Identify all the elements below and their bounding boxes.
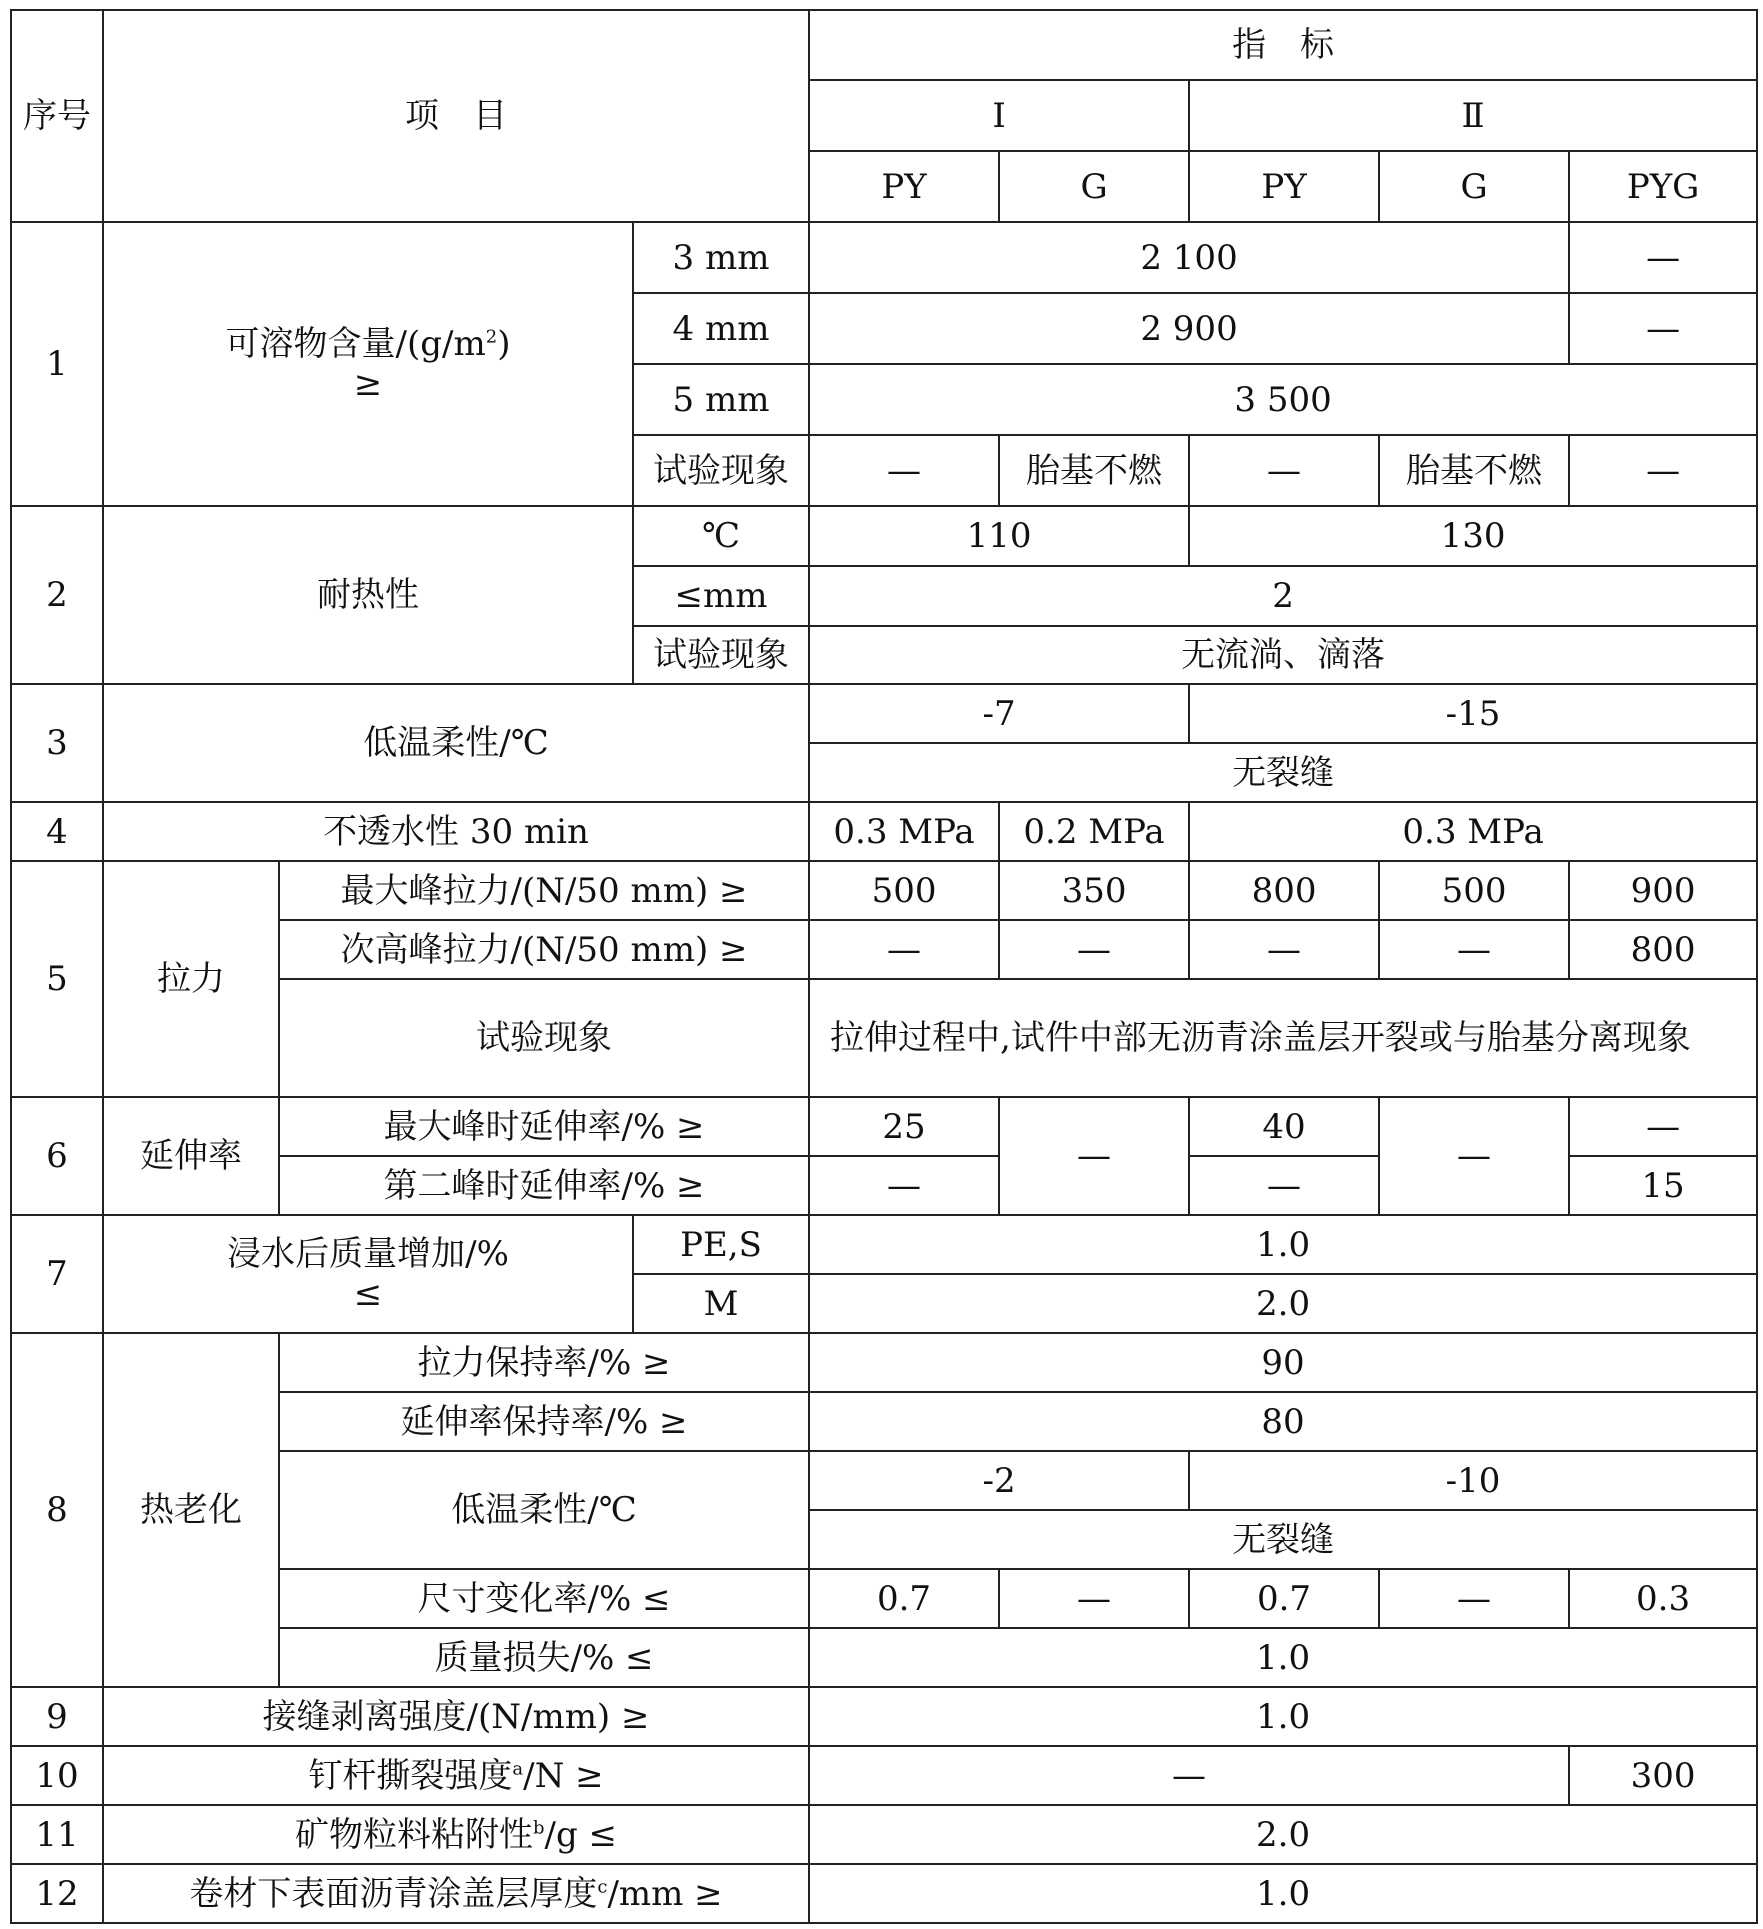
- row5-max-val: 800: [1189, 861, 1379, 920]
- row6-max-label: 最大峰时延伸率/% ≥: [279, 1097, 809, 1156]
- row5-group: 拉力: [103, 861, 279, 1097]
- row7-sign: ≤: [353, 1274, 383, 1314]
- row11-num: 11: [11, 1805, 103, 1864]
- row6-max-i-py: 25: [809, 1097, 999, 1156]
- row8-num: 8: [11, 1333, 103, 1687]
- row1-thick-5: 5 mm: [633, 364, 809, 435]
- row2-mm-val: 2: [809, 566, 1757, 626]
- row1-num: 1: [11, 222, 103, 506]
- row8-mass-val: 1.0: [809, 1628, 1757, 1687]
- row10-name-end: /N ≥: [523, 1755, 604, 1796]
- row12-name-sup: c: [597, 1876, 608, 1898]
- row7-pe-s-val: 1.0: [809, 1215, 1757, 1274]
- row1-val-4: 2 900: [809, 293, 1569, 364]
- row8-elong-val: 80: [809, 1392, 1757, 1451]
- row10-val: —: [809, 1746, 1569, 1805]
- row2-name: 耐热性: [103, 506, 633, 684]
- row5-num: 5: [11, 861, 103, 1097]
- row1-val-3-pyg: —: [1569, 222, 1757, 293]
- row1-val-5: 3 500: [809, 364, 1757, 435]
- row6-second-label: 第二峰时延伸率/% ≥: [279, 1156, 809, 1215]
- row2-c-i: 110: [809, 506, 1189, 566]
- row1-test-i-g: 胎基不燃: [999, 435, 1189, 506]
- row8-cold-ii: -10: [1189, 1451, 1757, 1510]
- row6-sec-pyg: 15: [1569, 1156, 1757, 1215]
- row5-sec-val: 800: [1569, 920, 1757, 979]
- row8-dim-label: 尺寸变化率/% ≤: [279, 1569, 809, 1628]
- row2-unit-c: ℃: [633, 506, 809, 566]
- row5-max-val: 900: [1569, 861, 1757, 920]
- row2-num: 2: [11, 506, 103, 684]
- row2-unit-mm: ≤mm: [633, 566, 809, 626]
- row12-num: 12: [11, 1864, 103, 1923]
- header-seq: 序号: [11, 10, 103, 222]
- row1-test-ii-py: —: [1189, 435, 1379, 506]
- row2-c-ii: 130: [1189, 506, 1757, 566]
- row8-elong-label: 延伸率保持率/% ≥: [279, 1392, 809, 1451]
- header-ii-pyg: PYG: [1569, 151, 1757, 222]
- row12-name-end: /mm ≥: [607, 1873, 723, 1914]
- header-item: 项 目: [103, 10, 809, 222]
- row6-i-g: —: [999, 1097, 1189, 1215]
- row11-name-end: /g ≤: [544, 1814, 618, 1855]
- row5-max-val: 500: [809, 861, 999, 920]
- row2-test-val: 无流淌、滴落: [809, 626, 1757, 684]
- row1-test-ii-g: 胎基不燃: [1379, 435, 1569, 506]
- row1-name-text: 可溶物含量/(g/m: [225, 324, 486, 364]
- row7-m-val: 2.0: [809, 1274, 1757, 1333]
- row5-test-val: 拉伸过程中,试件中部无沥青涂盖层开裂或与胎基分离现象: [809, 979, 1757, 1097]
- row1-thick-4: 4 mm: [633, 293, 809, 364]
- row1-val-3: 2 100: [809, 222, 1569, 293]
- row12-name: [103, 1864, 809, 1923]
- row6-sec-ii-py: —: [1189, 1156, 1379, 1215]
- row12-name-text: 卷材下表面沥青涂盖层厚度: [189, 1873, 598, 1914]
- row10-name-text: 钉杆撕裂强度: [308, 1755, 513, 1796]
- row5-test-label: 试验现象: [279, 979, 809, 1097]
- row8-tension-label: 拉力保持率/% ≥: [279, 1333, 809, 1392]
- row7-name: [103, 1215, 633, 1333]
- row3-result: 无裂缝: [809, 743, 1757, 802]
- row10-num: 10: [11, 1746, 103, 1805]
- row1-name: [103, 222, 633, 506]
- row5-max-val: 500: [1379, 861, 1569, 920]
- header-i-py: PY: [809, 151, 999, 222]
- row11-name: [103, 1805, 809, 1864]
- row4-val-i-py: 0.3 MPa: [809, 802, 999, 861]
- row8-cold-label: 低温柔性/℃: [279, 1451, 809, 1569]
- row9-val: 1.0: [809, 1687, 1757, 1746]
- row5-sec-val: —: [1379, 920, 1569, 979]
- row5-sec-label: 次高峰拉力/(N/50 mm) ≥: [279, 920, 809, 979]
- row1-thick-3: 3 mm: [633, 222, 809, 293]
- row10-pyg: 300: [1569, 1746, 1757, 1805]
- row3-val-ii: -15: [1189, 684, 1757, 743]
- row6-max-pyg: —: [1569, 1097, 1757, 1156]
- row8-dim-val: —: [999, 1569, 1189, 1628]
- row4-num: 4: [11, 802, 103, 861]
- row6-sec-i-py: —: [809, 1156, 999, 1215]
- row10-name: [103, 1746, 809, 1805]
- row4-val-i-g: 0.2 MPa: [999, 802, 1189, 861]
- row2-test-label: 试验现象: [633, 626, 809, 684]
- row8-group: 热老化: [103, 1333, 279, 1687]
- header-ii-py: PY: [1189, 151, 1379, 222]
- row8-tension-val: 90: [809, 1333, 1757, 1392]
- row9-name: 接缝剥离强度/(N/mm) ≥: [103, 1687, 809, 1746]
- row7-m: M: [633, 1274, 809, 1333]
- row1-name-end: ): [497, 324, 511, 364]
- header-grade-1: Ⅰ: [809, 80, 1189, 151]
- row1-test-pyg: —: [1569, 435, 1757, 506]
- row8-mass-label: 质量损失/% ≤: [279, 1628, 809, 1687]
- row5-sec-val: —: [1189, 920, 1379, 979]
- row8-cold-i: -2: [809, 1451, 1189, 1510]
- row1-sign: ≥: [353, 364, 383, 404]
- row3-name: 低温柔性/℃: [103, 684, 809, 802]
- row1-val-4-pyg: —: [1569, 293, 1757, 364]
- row12-val: 1.0: [809, 1864, 1757, 1923]
- spec-table: [10, 9, 1758, 1924]
- row1-test-i-py: —: [809, 435, 999, 506]
- row1-test-label: 试验现象: [633, 435, 809, 506]
- row11-val: 2.0: [809, 1805, 1757, 1864]
- row8-cold-result: 无裂缝: [809, 1510, 1757, 1569]
- row8-dim-val: 0.3: [1569, 1569, 1757, 1628]
- row3-val-i: -7: [809, 684, 1189, 743]
- row1-name-sup: 2: [485, 326, 498, 348]
- header-i-g: G: [999, 151, 1189, 222]
- row4-val-ii: 0.3 MPa: [1189, 802, 1757, 861]
- row7-pe-s: PE,S: [633, 1215, 809, 1274]
- row6-num: 6: [11, 1097, 103, 1215]
- row9-num: 9: [11, 1687, 103, 1746]
- row10-name-sup: a: [512, 1758, 524, 1780]
- row5-max-val: 350: [999, 861, 1189, 920]
- row6-max-ii-py: 40: [1189, 1097, 1379, 1156]
- header-indicator: 指 标: [809, 10, 1757, 80]
- row5-sec-val: —: [999, 920, 1189, 979]
- row4-name: 不透水性 30 min: [103, 802, 809, 861]
- row8-dim-val: —: [1379, 1569, 1569, 1628]
- header-grade-2: Ⅱ: [1189, 80, 1757, 151]
- row6-group: 延伸率: [103, 1097, 279, 1215]
- row11-name-sup: b: [532, 1817, 545, 1839]
- header-ii-g: G: [1379, 151, 1569, 222]
- row8-dim-val: 0.7: [1189, 1569, 1379, 1628]
- row5-max-label: 最大峰拉力/(N/50 mm) ≥: [279, 861, 809, 920]
- row6-ii-g: —: [1379, 1097, 1569, 1215]
- row3-num: 3: [11, 684, 103, 802]
- row5-sec-val: —: [809, 920, 999, 979]
- row8-dim-val: 0.7: [809, 1569, 999, 1628]
- row7-num: 7: [11, 1215, 103, 1333]
- row11-name-text: 矿物粒料粘附性: [294, 1814, 533, 1855]
- row7-name-text: 浸水后质量增加/%: [227, 1234, 509, 1274]
